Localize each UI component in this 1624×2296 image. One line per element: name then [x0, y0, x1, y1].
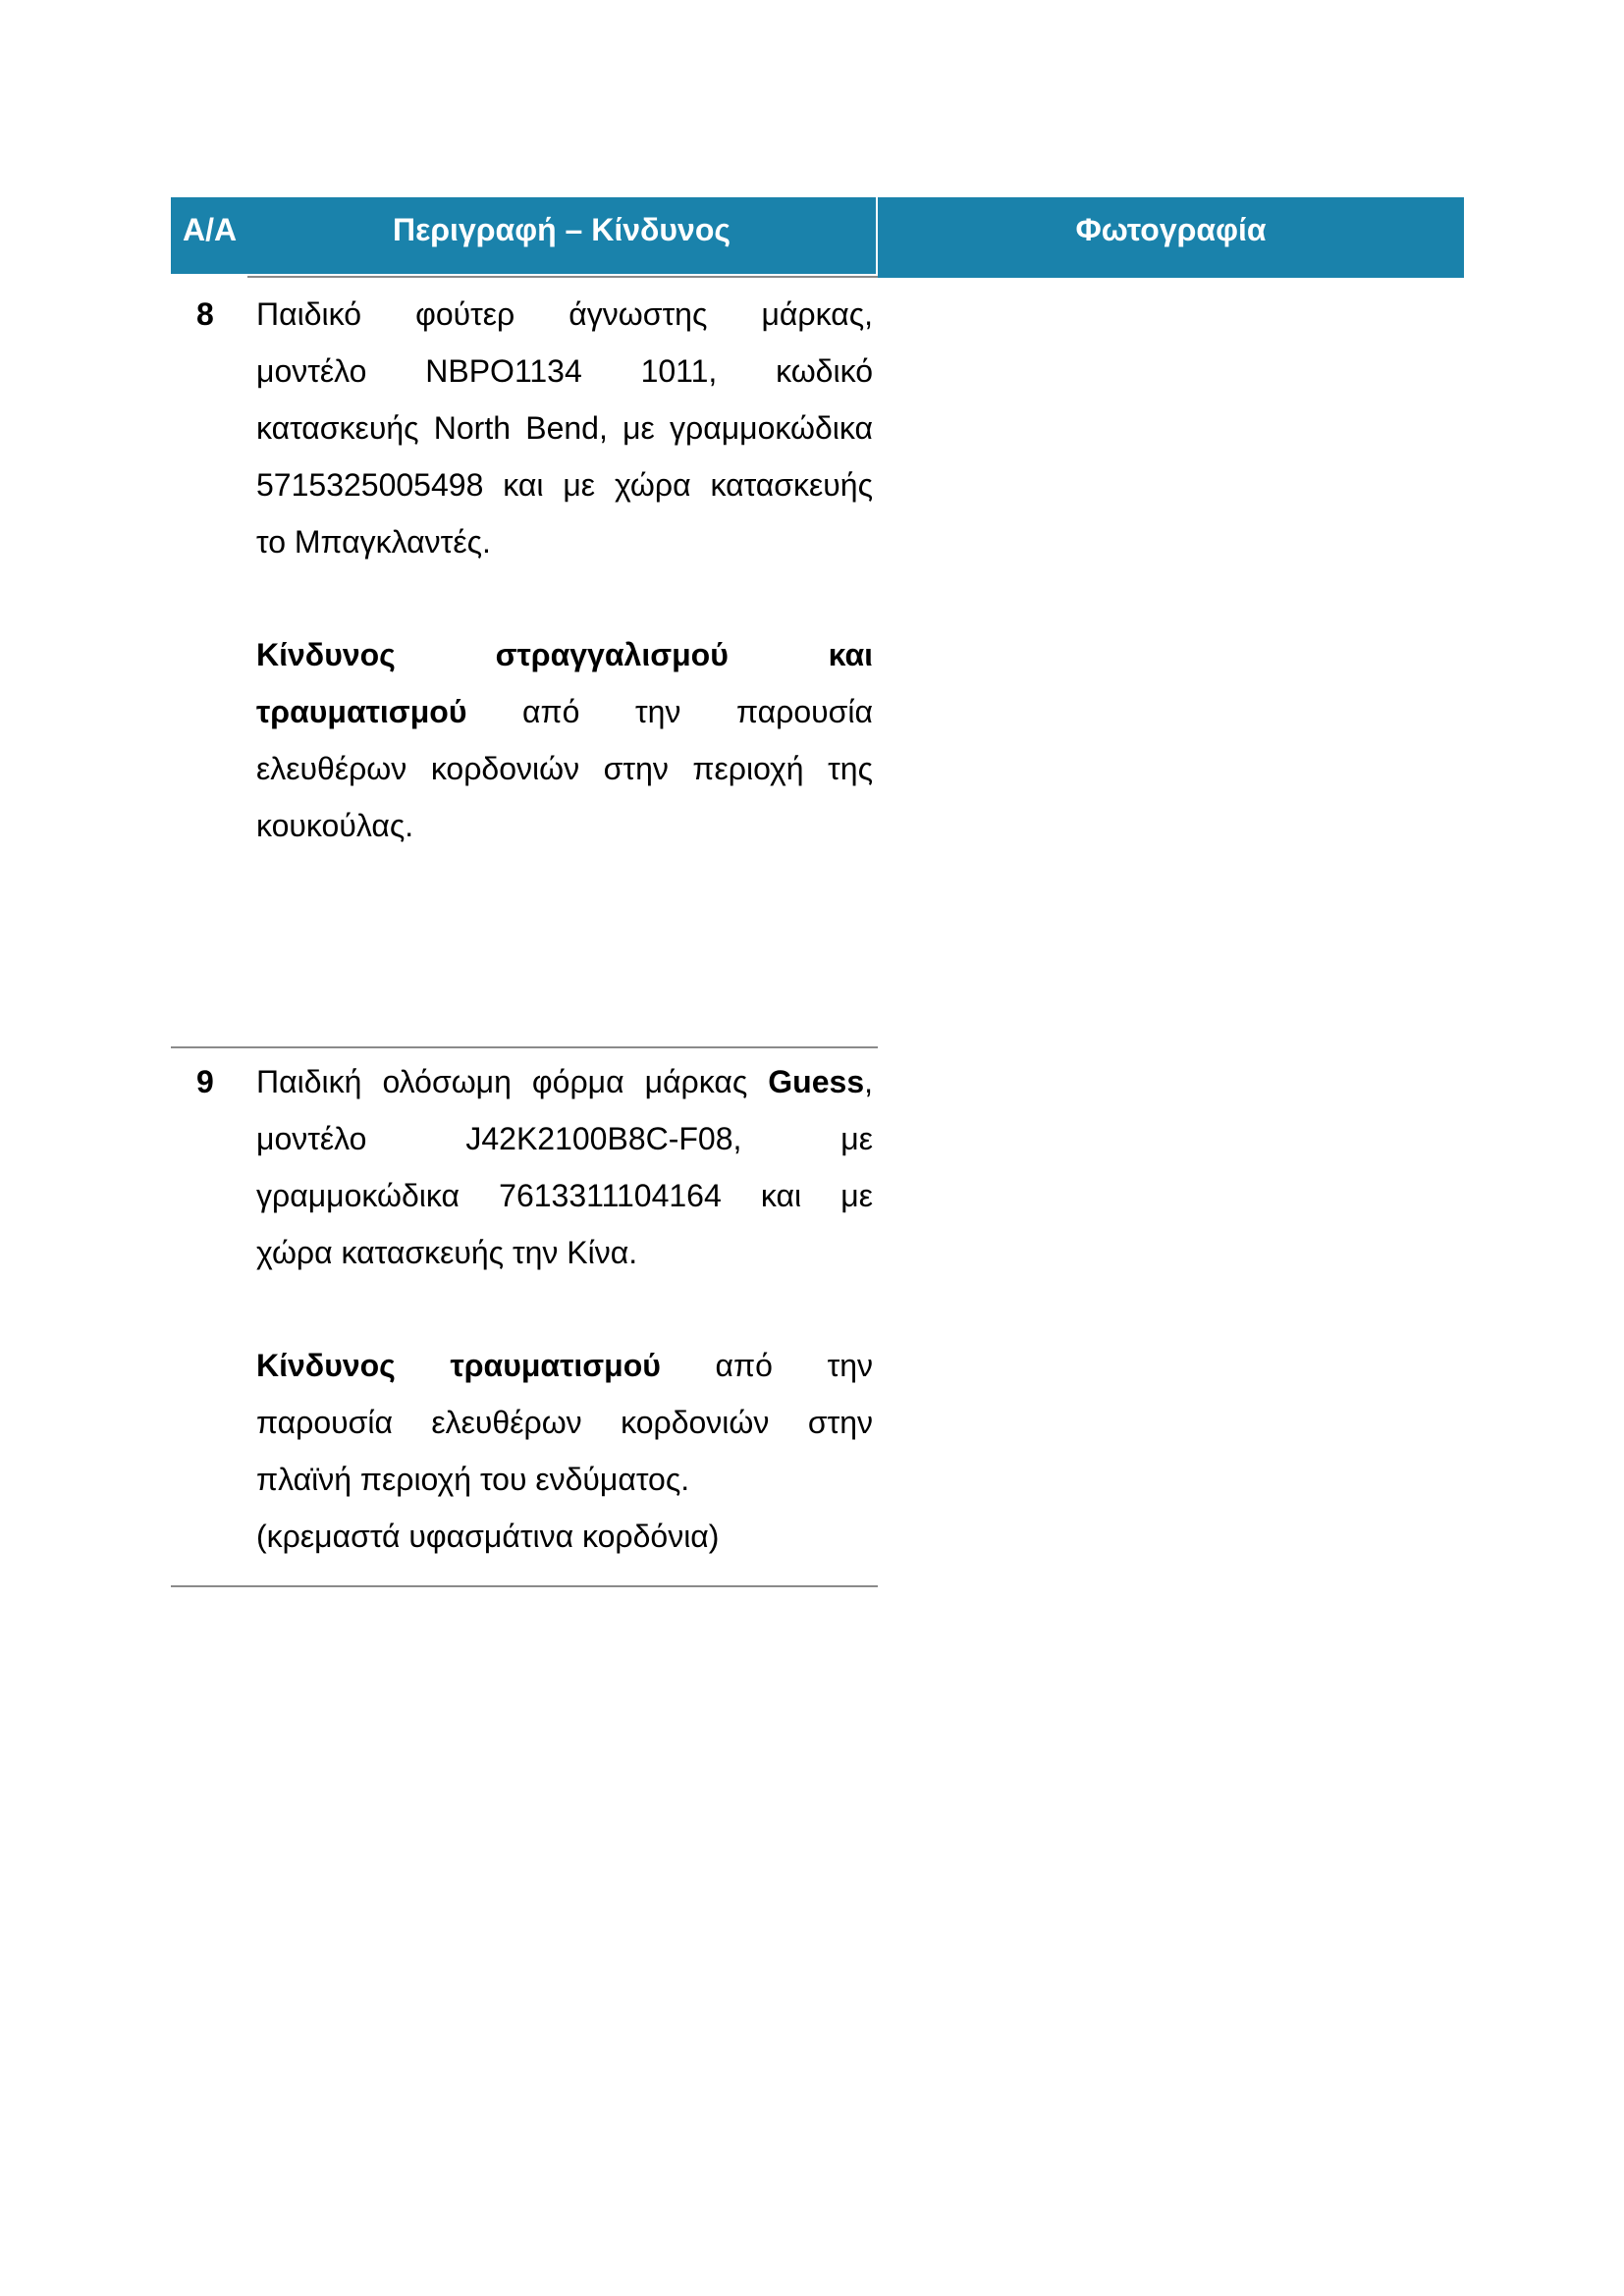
risk-line: πλαϊνή περιοχή του ενδύματος.: [256, 1462, 690, 1497]
risk-keyword: τραυματισμού: [256, 694, 467, 729]
risk-heading: Κίνδυνος στραγγαλισμού και: [256, 637, 873, 672]
risk-line: παρουσία ελευθέρων κορδονιών στην: [256, 1405, 873, 1440]
description-line: χώρα κατασκευής την Κίνα.: [256, 1235, 638, 1270]
description-text: ,: [864, 1064, 873, 1099]
risk-line: [256, 683, 873, 740]
description-text: Παιδική ολόσωμη φόρμα μάρκας: [256, 1064, 769, 1099]
risk-line: κουκούλας.: [256, 808, 414, 843]
description-line: μοντέλο J42K2100B8C-F08, με: [256, 1121, 873, 1156]
risk-line: [256, 1337, 873, 1394]
header-bottom-rule: [247, 276, 878, 278]
description-line: μοντέλο NBPO1134 1011, κωδικό: [256, 353, 873, 389]
description-line: 5715325005498 και με χώρα κατασκευής: [256, 467, 873, 503]
brand-name: Guess: [768, 1064, 865, 1099]
header-cell-description: [247, 197, 876, 274]
header-aa-label: Α/Α: [183, 212, 238, 247]
description-line: Παιδικό φούτερ άγνωστης μάρκας,: [256, 296, 873, 332]
table-bottom-rule: [171, 1585, 878, 1587]
risk-keyword: Κίνδυνος τραυματισμού: [256, 1348, 661, 1383]
row-separator: [171, 1046, 878, 1048]
row-number: 8: [196, 296, 214, 332]
risk-line: ελευθέρων κορδονιών στην περιοχή της: [256, 751, 873, 786]
description-line: γραμμοκώδικα 7613311104164 και με: [256, 1178, 873, 1213]
row-number: 9: [196, 1064, 214, 1099]
risk-text: από την παρουσία: [466, 694, 873, 729]
row-8-risk: [256, 626, 873, 854]
risk-note: (κρεμαστά υφασμάτινα κορδόνια): [256, 1519, 720, 1554]
risk-text: από την: [660, 1348, 873, 1383]
header-cell-aa: [171, 197, 247, 274]
description-line: κατασκευής North Bend, με γραμμοκώδικα: [256, 410, 873, 446]
row-9-risk: [256, 1337, 873, 1565]
description-line: [256, 1053, 873, 1110]
header-description-label: Περιγραφή – Κίνδυνος: [392, 212, 731, 247]
header-photo-label: Φωτογραφία: [1075, 212, 1267, 247]
row-9-description: [256, 1053, 873, 1281]
header-cell-photo: [878, 197, 1464, 278]
row-8-description: [256, 286, 873, 570]
description-line: το Μπαγκλαντές.: [256, 524, 491, 560]
